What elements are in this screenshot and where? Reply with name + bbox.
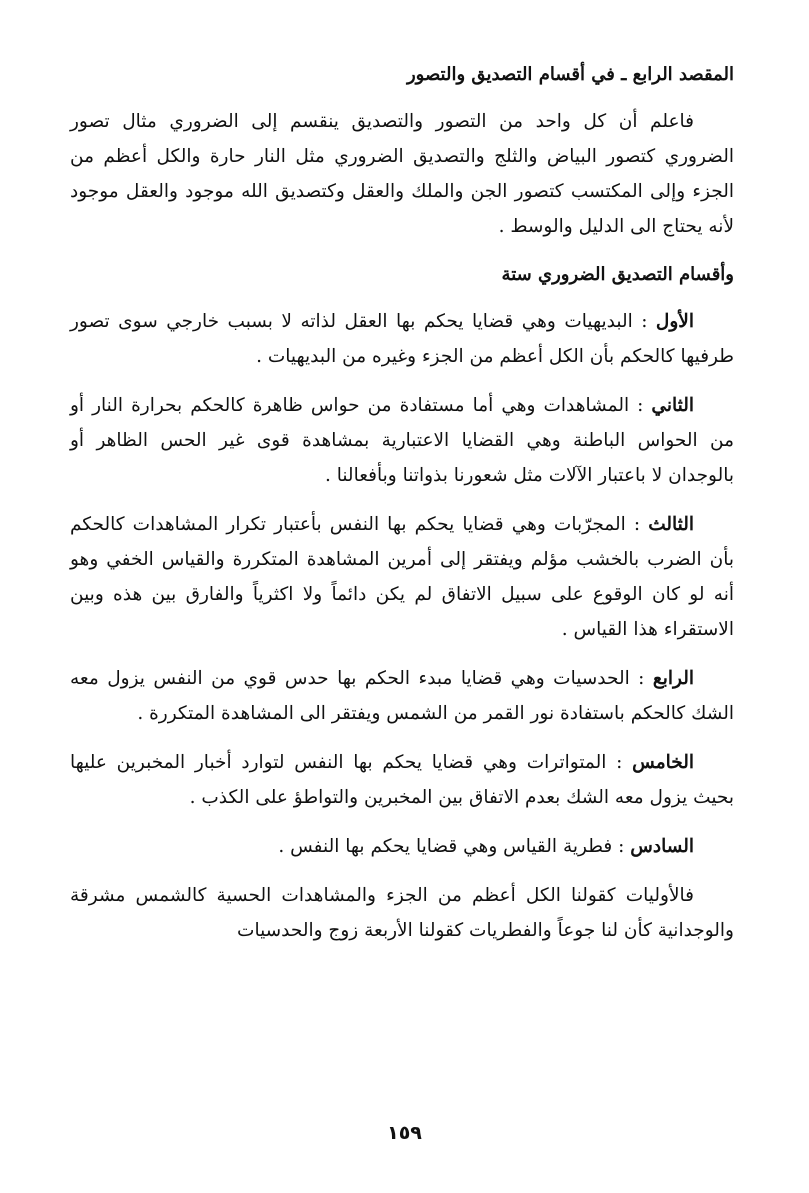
intro-paragraph: فاعلم أن كل واحد من التصور والتصديق ينقسم إلى الضروري مثال تصور الضروري كتصور البياض والثلج والتصديق الضروري مثل النار حارة والكل أعظم من الجزء وإلى المكتسب كتصور الجن والملك والعقل وكتصديق الله موجود والعقل موجود لأنه يحتاج الى الدليل والوسط . [70, 111, 734, 237]
category-term: الثالث [648, 514, 694, 535]
category-term: الخامس [632, 752, 694, 773]
category-paragraph-1 [70, 304, 734, 374]
closing-paragraph: فالأوليات كقولنا الكل أعظم من الجزء والمشاهدات الحسية كالشمس مشرقة والوجدانية كأن لنا جوعاً والفطريات كقولنا الأربعة زوج والحدسيات [70, 885, 734, 941]
category-term: السادس [630, 836, 694, 857]
category-term: الرابع [652, 668, 694, 689]
category-term: الأول [655, 311, 694, 332]
category-paragraph-5 [70, 745, 734, 815]
subsection-heading: وأقسام التصديق الضروري ستة [501, 264, 734, 285]
category-paragraph-4 [70, 661, 734, 731]
category-text: : الحدسيات وهي قضايا مبدء الحكم بها حدس قوي من النفس يزول معه الشك كالحكم باستفادة نور القمر من الشمس ويفتقر الى المشاهدة المتكررة . [70, 668, 734, 724]
category-paragraph-6 [70, 829, 734, 864]
category-paragraph-2 [70, 388, 734, 493]
category-text: : فطرية القياس وهي قضايا يحكم بها النفس . [278, 836, 631, 857]
page-body [70, 58, 734, 962]
category-text: : المشاهدات وهي أما مستفادة من حواس ظاهرة كالحكم بحرارة النار أو من الحواس الباطنة وهي القضايا الاعتبارية بمشاهدة قوى غير الحس الظاهر أو بالوجدان لا باعتبار الآلات مثل شعورنا بذواتنا وبأفعالنا . [70, 395, 734, 486]
section-heading: المقصد الرابع ـ في أقسام التصديق والتصور [406, 64, 734, 85]
category-paragraph-3 [70, 507, 734, 647]
category-term: الثاني [651, 395, 694, 416]
page-number: ١٥٩ [387, 1122, 422, 1144]
category-text: : المتواترات وهي قضايا يحكم بها النفس لتوارد أخبار المخبرين عليها بحيث يزول معه الشك بعدم الاتفاق بين المخبرين والتواطؤ على الكذب . [70, 752, 734, 808]
category-text: : البديهيات وهي قضايا يحكم بها العقل لذاته لا بسبب خارجي سوى تصور طرفيها كالحكم بأن الكل أعظم من الجزء وغيره من البديهيات . [70, 311, 734, 367]
category-text: : المجرّبات وهي قضايا يحكم بها النفس بأعتبار تكرار المشاهدات كالحكم بأن الضرب بالخشب مؤلم ويفتقر إلى أمرين المشاهدة المتكررة والقياس الخفي وهو أنه لو كان الوقوع على سبيل الاتفاق لم يكن دائماً ولا اكثرياً والفارق بين هذه وبين الاستقراء هذا القياس . [70, 514, 734, 640]
